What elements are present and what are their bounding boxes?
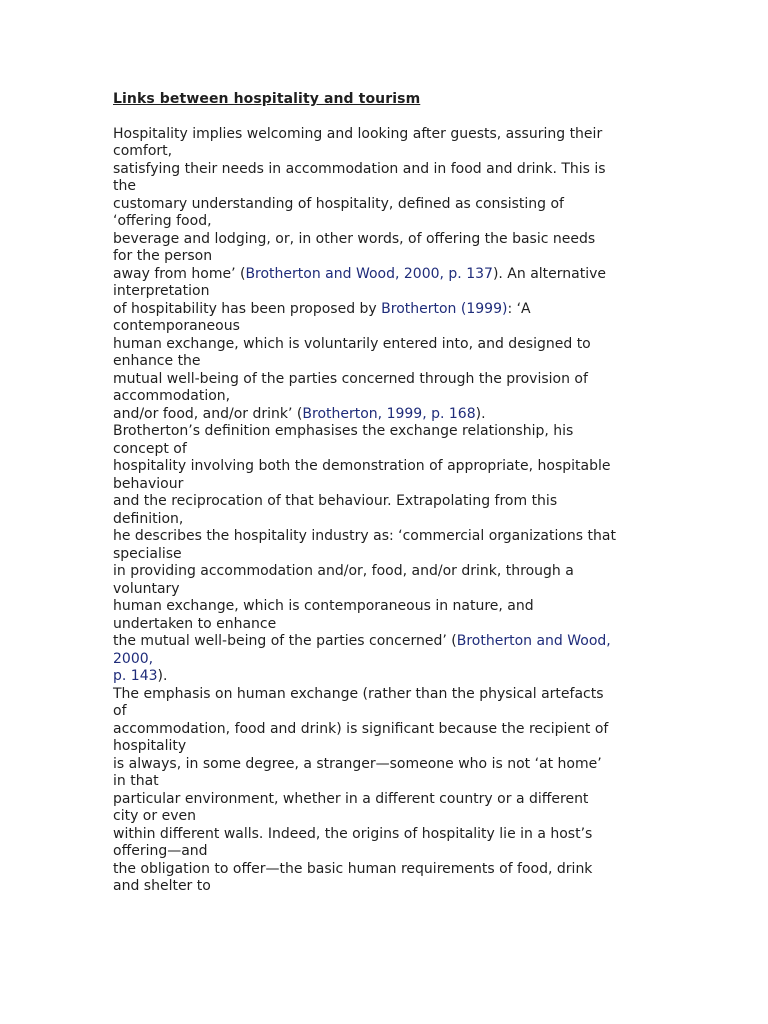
text-segment: voluntary: [113, 580, 180, 597]
text-line: [113, 353, 661, 371]
text-segment: hospitality: [113, 738, 187, 754]
text-segment: the: [113, 178, 136, 194]
text-segment: comfort,: [113, 143, 173, 159]
text-line: [113, 563, 661, 581]
text-segment: customary understanding of hospitality, defined as consisting of: [113, 195, 564, 212]
text-segment: definition,: [113, 510, 184, 527]
text-line: [113, 231, 661, 249]
text-line: [113, 406, 661, 424]
text-segment: behaviour: [113, 475, 184, 492]
text-segment: city or even: [113, 808, 196, 824]
text-segment: and/or food, and/or drink’ (: [113, 405, 303, 422]
text-line: [113, 336, 661, 354]
text-line: [113, 703, 661, 721]
text-line: [113, 581, 661, 599]
text-line: [113, 511, 661, 529]
text-segment: human exchange, which is contemporaneous in nature, and: [113, 598, 534, 614]
text-segment: for the person: [113, 248, 213, 264]
text-segment: of: [113, 703, 127, 719]
text-line: [113, 143, 661, 161]
text-line: [113, 843, 661, 861]
text-line: [113, 616, 661, 634]
text-segment: Brotherton’s definition emphasises the exchange relationship, his: [113, 423, 574, 439]
citation-link[interactable]: Brotherton, 1999, p. 168: [302, 405, 476, 422]
text-line: [113, 808, 661, 826]
text-line: [113, 861, 661, 879]
text-line: [113, 878, 661, 896]
text-line: [113, 756, 661, 774]
text-segment: ).: [475, 405, 486, 422]
text-line: [113, 283, 661, 301]
citation-link[interactable]: Brotherton and Wood, 2000, p. 137: [245, 265, 493, 282]
text-line: [113, 826, 661, 844]
text-segment: ‘offering food,: [113, 213, 212, 229]
text-line: [113, 546, 661, 564]
citation-link[interactable]: 2000,: [113, 650, 154, 667]
text-segment: within different walls. Indeed, the origins of hospitality lie in a host’s: [113, 825, 593, 842]
text-line: [113, 213, 661, 231]
text-line: [113, 266, 661, 284]
text-line: [113, 668, 661, 686]
document-body: [113, 126, 661, 896]
text-segment: Hospitality implies welcoming and looking after guests, assuring their: [113, 125, 603, 142]
text-segment: ). An alternative: [492, 265, 607, 282]
text-line: [113, 598, 661, 616]
text-line: [113, 721, 661, 739]
text-segment: ).: [157, 668, 168, 684]
text-segment: The emphasis on human exchange (rather than the physical artefacts: [113, 685, 604, 702]
text-line: [113, 773, 661, 791]
text-segment: of hospitability has been proposed by: [113, 300, 382, 317]
text-segment: satisfying their needs in accommodation and in food and drink. This is: [113, 160, 606, 177]
text-segment: accommodation, food and drink) is significant because the recipient of: [113, 720, 609, 737]
text-line: [113, 301, 661, 319]
text-segment: is always, in some degree, a stranger—someone who is not ‘at home’: [113, 755, 602, 772]
text-line: [113, 651, 661, 669]
text-segment: he describes the hospitality industry as: ‘commercial organizations that: [113, 528, 616, 544]
text-line: [113, 476, 661, 494]
text-line: [113, 458, 661, 476]
text-segment: and the reciprocation of that behaviour. Extrapolating from this: [113, 493, 558, 509]
text-line: [113, 178, 661, 196]
text-segment: contemporaneous: [113, 318, 240, 334]
text-line: [113, 248, 661, 266]
text-line: [113, 528, 661, 546]
text-segment: the mutual well-being of the parties concerned’ (: [113, 633, 457, 649]
text-segment: enhance the: [113, 353, 201, 369]
text-segment: undertaken to enhance: [113, 615, 277, 632]
text-line: [113, 161, 661, 179]
text-segment: beverage and lodging, or, in other words, of offering the basic needs: [113, 230, 596, 247]
text-segment: the obligation to offer—the basic human requirements of food, drink: [113, 860, 593, 877]
text-line: [113, 441, 661, 459]
text-segment: concept of: [113, 440, 187, 457]
text-line: [113, 318, 661, 336]
text-line: [113, 738, 661, 756]
text-segment: away from home’ (: [113, 265, 246, 282]
text-segment: hospitality involving both the demonstration of appropriate, hospitable: [113, 458, 611, 474]
document-title: Links between hospitality and tourism: [113, 91, 421, 107]
text-segment: : ‘A: [507, 300, 531, 317]
text-segment: interpretation: [113, 283, 210, 299]
text-segment: mutual well-being of the parties concerned through the provision of: [113, 370, 588, 387]
text-segment: offering—and: [113, 843, 208, 859]
text-line: [113, 686, 661, 704]
text-line: [113, 493, 661, 511]
text-segment: specialise: [113, 545, 182, 562]
text-segment: particular environment, whether in a different country or a different: [113, 790, 589, 807]
citation-link[interactable]: Brotherton (1999): [381, 300, 508, 317]
text-line: [113, 371, 661, 389]
text-segment: and shelter to: [113, 878, 211, 894]
text-line: [113, 388, 661, 406]
text-segment: human exchange, which is voluntarily entered into, and designed to: [113, 335, 591, 352]
citation-link[interactable]: Brotherton and Wood,: [456, 633, 611, 649]
citation-link[interactable]: p. 143: [113, 668, 158, 684]
text-line: [113, 423, 661, 441]
text-segment: accommodation,: [113, 388, 231, 404]
text-segment: in providing accommodation and/or, food, and/or drink, through a: [113, 563, 574, 579]
text-segment: in that: [113, 773, 159, 789]
text-line: [113, 633, 661, 651]
text-line: [113, 791, 661, 809]
text-line: [113, 126, 661, 144]
text-line: [113, 196, 661, 214]
